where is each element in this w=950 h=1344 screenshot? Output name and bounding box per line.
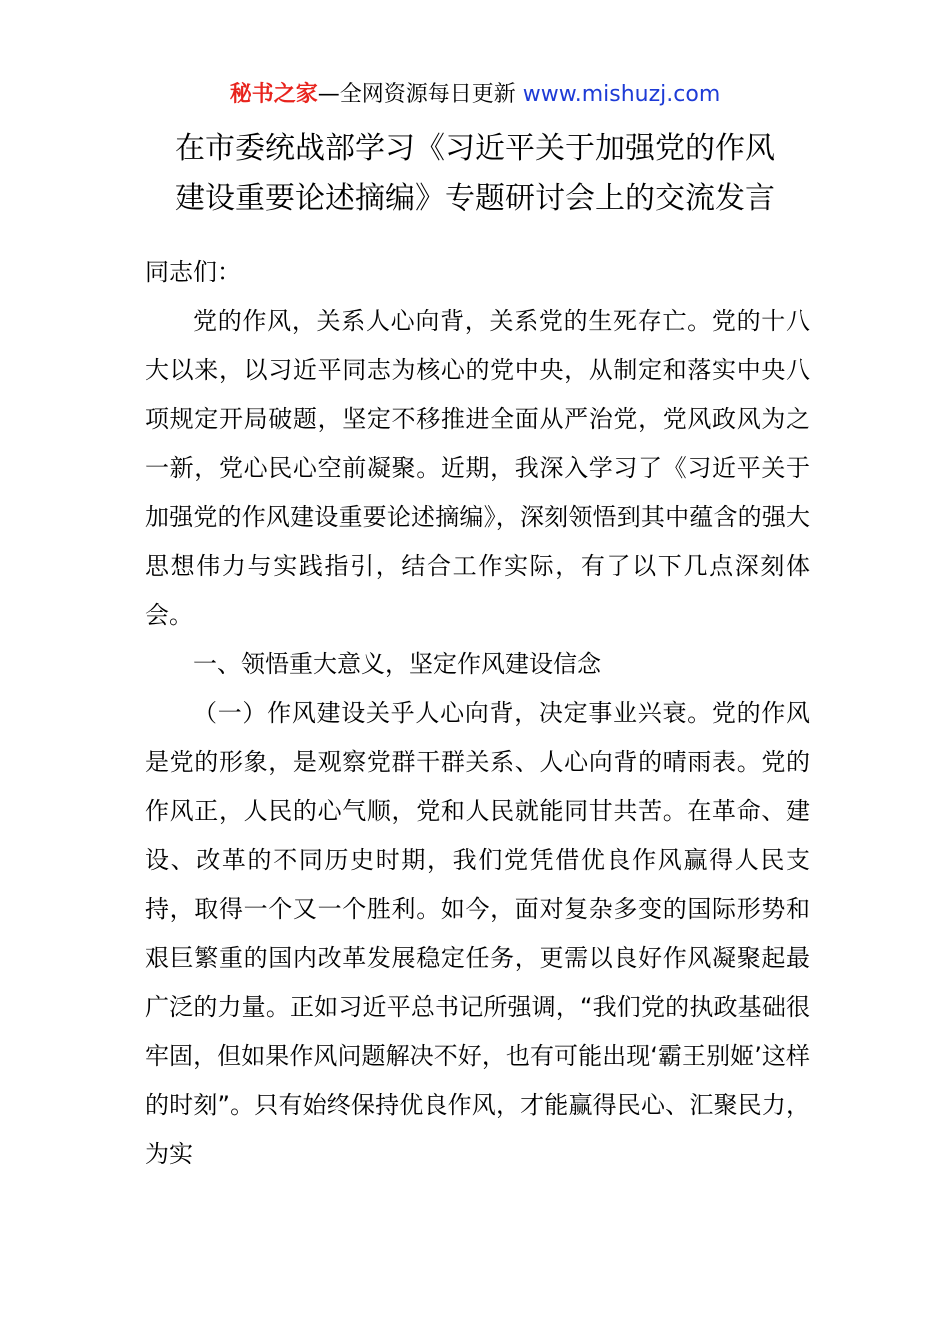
- salutation: 同志们：: [145, 258, 241, 286]
- document-title: [60, 124, 890, 224]
- document-title-line-1: 在市委统战部学习《习近平关于加强党的作风: [175, 131, 775, 166]
- site-url-link[interactable]: www.mishuzj.com: [522, 82, 721, 107]
- document-body: [145, 248, 810, 1179]
- paragraph-intro: 党的作风，关系人心向背，关系党的生死存亡。党的十八大以来，以习近平同志为核心的党中央，从制定和落实中央八项规定开局破题，坚定不移推进全面从严治党，党风政风为之一新，党心民心空前凝聚。近期，我深入学习了《习近平关于加强党的作风建设重要论述摘编》，深刻领悟到其中蕴含的强大思想伟力与实践指引，结合工作实际，有了以下几点深刻体会。: [145, 307, 810, 629]
- site-tagline: —全网资源每日更新: [317, 82, 523, 107]
- site-banner: [0, 78, 950, 112]
- document-title-line-2: 建设重要论述摘编》专题研讨会上的交流发言: [175, 181, 775, 216]
- paragraph-section-1-1: （一）作风建设关乎人心向背，决定事业兴衰。党的作风是党的形象，是观察党群干群关系、人心向背的晴雨表。党的作风正，人民的心气顺，党和人民就能同甘共苦。在革命、建设、改革的不同历史时期，我们党凭借优良作风赢得人民支持，取得一个又一个胜利。如今，面对复杂多变的国际形势和艰巨繁重的国内改革发展稳定任务，更需以良好作风凝聚起最广泛的力量。正如习近平总书记所强调，“我们党的执政基础很牢固，但如果作风问题解决不好，也有可能出现‘霸王别姬’这样的时刻”。只有始终保持优良作风，才能赢得民心、汇聚民力，为实: [145, 699, 810, 1168]
- section-heading-1: 一、领悟重大意义，坚定作风建设信念: [193, 650, 601, 678]
- site-brand-name: 秘书之家: [229, 82, 318, 107]
